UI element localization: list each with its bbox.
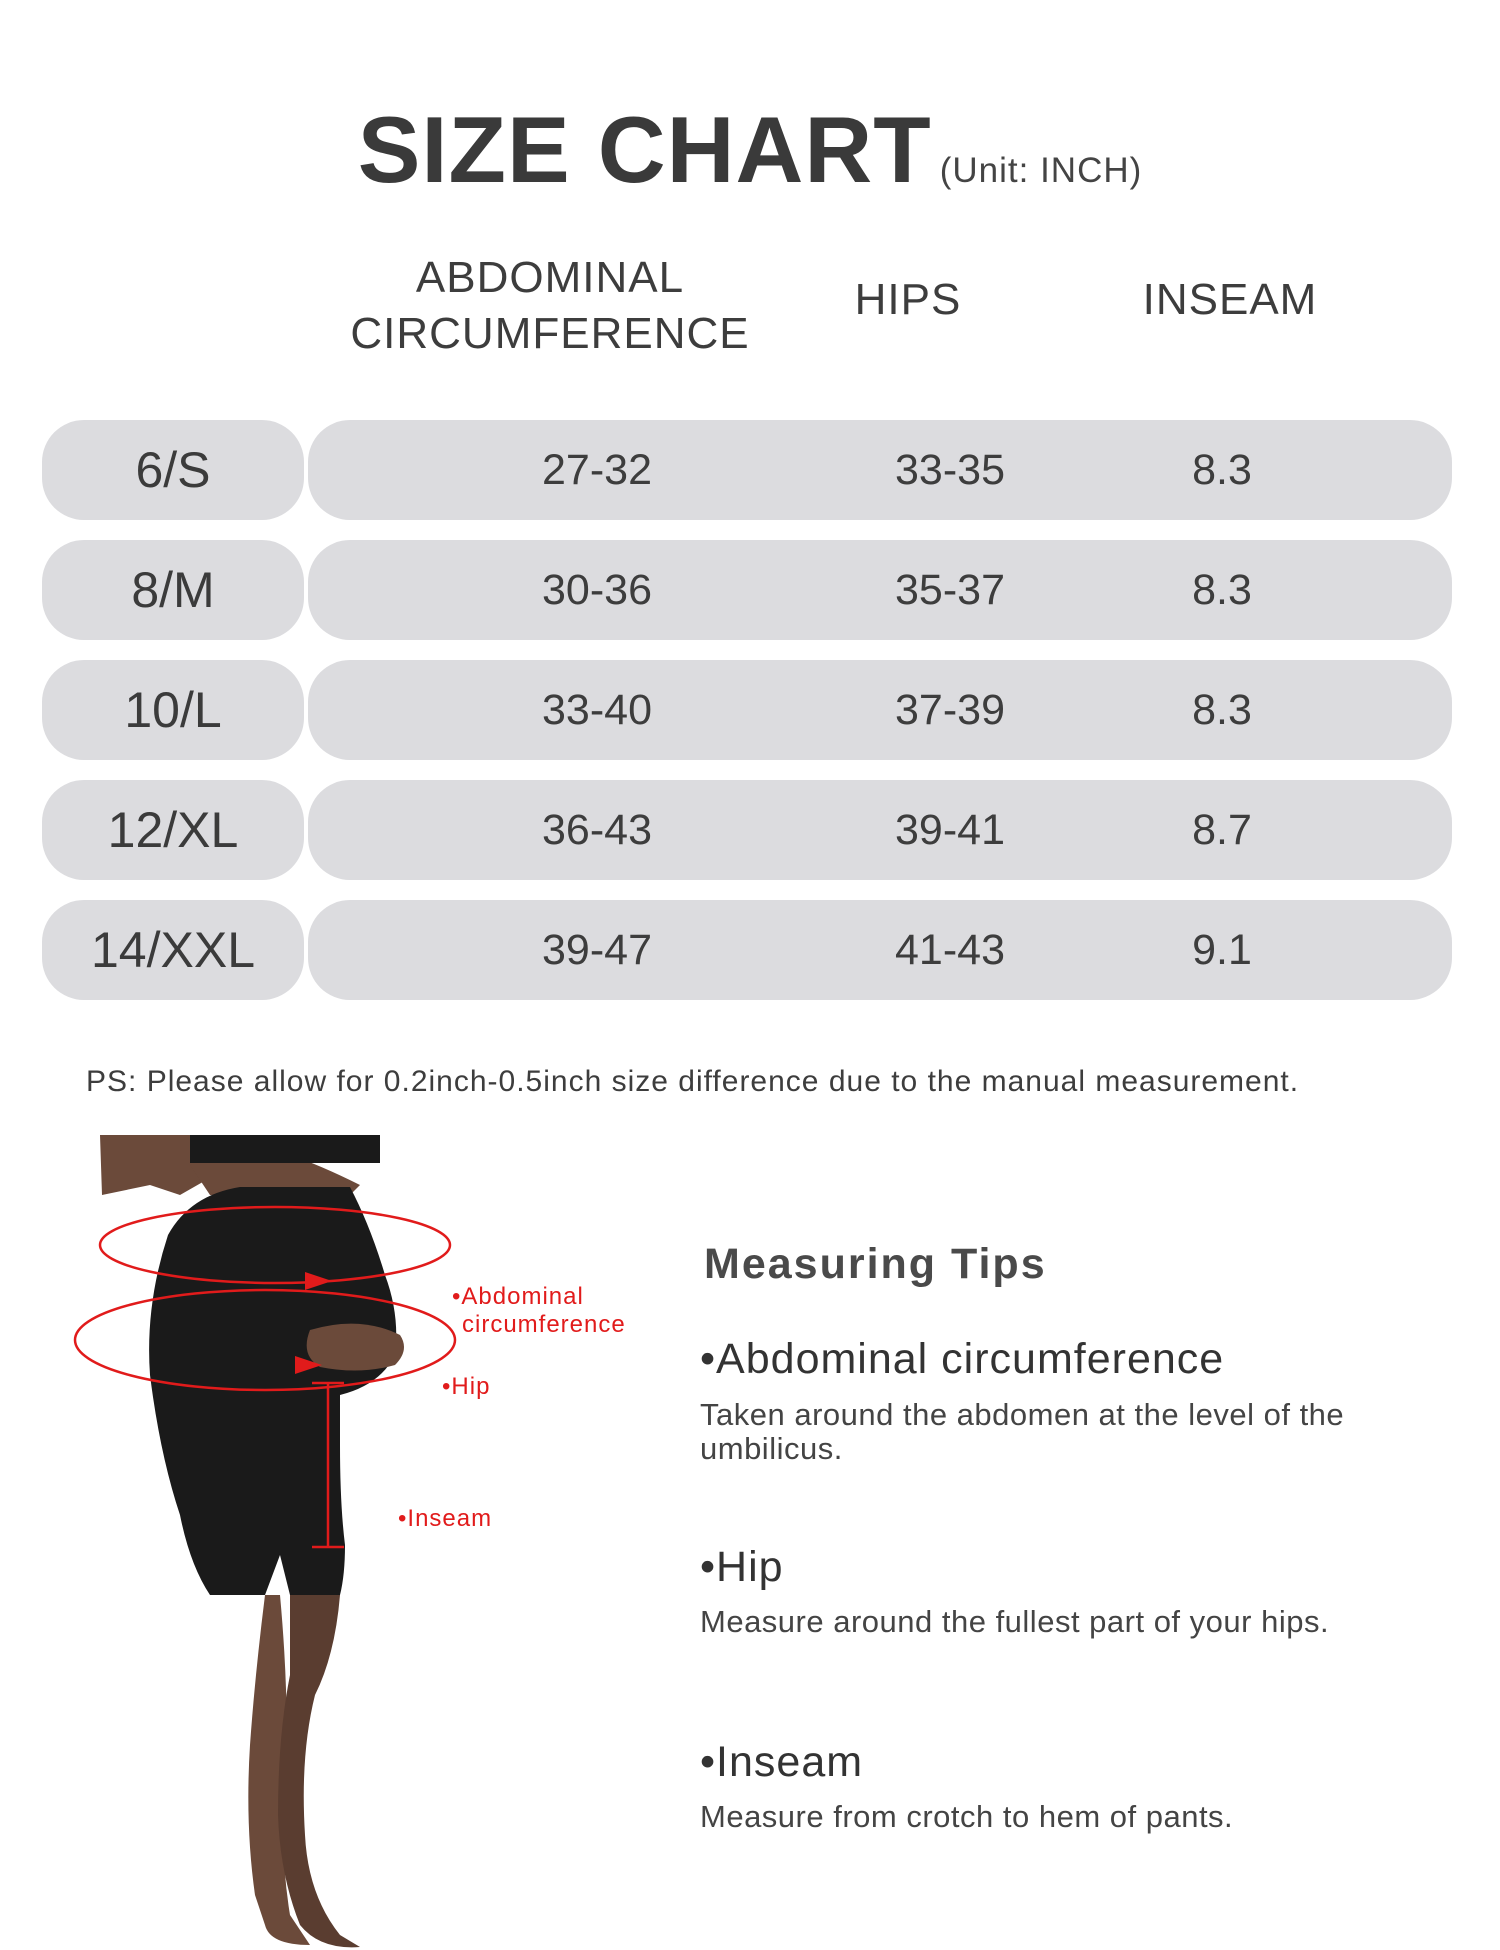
hips-value: 35-37 <box>895 565 1005 614</box>
table-row <box>42 420 1452 520</box>
inseam-value: 8.3 <box>1192 445 1252 494</box>
measurement-note: PS: Please allow for 0.2inch-0.5inch size difference due to the manual measurement. <box>86 1065 1300 1098</box>
column-header-hips: HIPS <box>854 275 962 324</box>
column-header-abdominal-line1: ABDOMINAL <box>415 253 685 302</box>
page-title: SIZE CHART <box>357 97 932 202</box>
inseam-label: •Inseam <box>398 1505 493 1532</box>
column-header-abdominal-line2: CIRCUMFERENCE <box>350 309 750 358</box>
abdominal-label <box>452 1283 626 1339</box>
unit-label: (Unit: INCH) <box>939 151 1143 190</box>
tips-title: Measuring Tips <box>704 1240 1047 1288</box>
table-row <box>42 540 1452 640</box>
tip-text-abdominal: Taken around the abdomen at the level of the umbilicus. <box>700 1397 1345 1466</box>
hips-value: 33-35 <box>895 445 1005 494</box>
tip-heading-hip: •Hip <box>700 1543 784 1591</box>
tip-text-hip: Measure around the fullest part of your hips. <box>700 1604 1330 1639</box>
tip-heading-inseam: •Inseam <box>700 1738 864 1786</box>
model-right-leg <box>278 1595 360 1947</box>
abdominal-value: 30-36 <box>542 565 652 614</box>
abdominal-value: 27-32 <box>542 445 652 494</box>
model-belly-hand <box>307 1324 404 1371</box>
abdominal-label-line2: circumference <box>462 1311 626 1338</box>
tip-heading-abdominal: •Abdominal circumference <box>700 1335 1225 1383</box>
abdominal-value: 33-40 <box>542 685 652 734</box>
abdominal-value: 36-43 <box>542 805 652 854</box>
hips-value: 39-41 <box>895 805 1005 854</box>
size-label: 10/L <box>42 660 304 760</box>
table-row <box>42 780 1452 880</box>
size-label: 14/XXL <box>42 900 304 1000</box>
model-figure <box>40 1135 680 1950</box>
hips-value: 41-43 <box>895 925 1005 974</box>
inseam-value: 9.1 <box>1192 925 1252 974</box>
table-row <box>42 900 1452 1000</box>
hips-value: 37-39 <box>895 685 1005 734</box>
column-header-inseam: INSEAM <box>1142 275 1318 324</box>
tip-text-inseam: Measure from crotch to hem of pants. <box>700 1799 1234 1834</box>
inseam-value: 8.3 <box>1192 565 1252 614</box>
size-label: 12/XL <box>42 780 304 880</box>
table-row <box>42 660 1452 760</box>
column-header-abdominal <box>330 250 770 362</box>
abdominal-value: 39-47 <box>542 925 652 974</box>
inseam-value: 8.7 <box>1192 805 1252 854</box>
title-block <box>0 96 1500 204</box>
model-illustration <box>40 1135 680 1950</box>
abdominal-label-line1: •Abdominal <box>452 1283 584 1310</box>
model-top <box>190 1135 380 1163</box>
size-label: 6/S <box>42 420 304 520</box>
inseam-value: 8.3 <box>1192 685 1252 734</box>
size-label: 8/M <box>42 540 304 640</box>
hip-label: •Hip <box>442 1373 491 1400</box>
